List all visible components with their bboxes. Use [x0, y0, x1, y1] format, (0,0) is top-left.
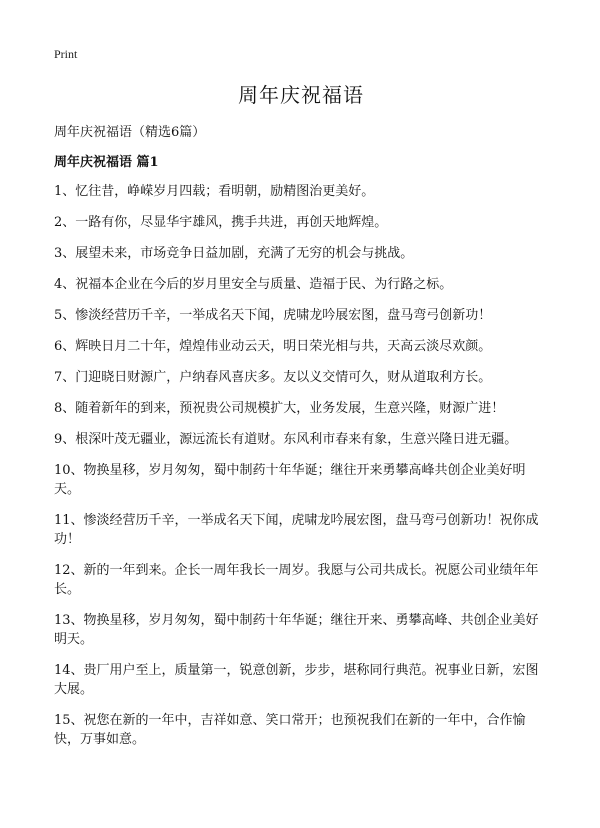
section-heading: 周年庆祝福语 篇1 [54, 155, 159, 170]
list-item: 4、祝福本企业在今后的岁月里安全与质量、造福于民、为行路之标。 [54, 277, 453, 292]
document-subtitle: 周年庆祝福语（精选6篇） [54, 125, 206, 140]
list-item: 5、惨淡经营历千辛，一举成名天下闻，虎啸龙吟展宏图，盘马弯弓创新功！ [54, 308, 492, 323]
list-item: 10、物换星移，岁月匆匆，蜀中制药十年华诞；继往开来勇攀高峰共创企业美好明天。 [54, 463, 526, 497]
list-item: 3、展望未来，市场竞争日益加剧，充满了无穷的机会与挑战。 [54, 246, 414, 261]
list-item: 13、物换星移，岁月匆匆，蜀中制药十年华诞；继往开来、勇攀高峰、共创企业美好明天。 [54, 613, 539, 647]
list-item: 9、根深叶茂无疆业，源远流长有道财。东风利市春来有象，生意兴隆日进无疆。 [54, 432, 518, 447]
list-item: 1、忆往昔，峥嵘岁月四载；看明朝，励精图治更美好。 [54, 184, 375, 199]
list-item: 11、惨淡经营历千辛，一举成名天下闻，虎啸龙吟展宏图，盘马弯弓创新功！祝你成功！ [54, 513, 539, 547]
list-item: 15、祝您在新的一年中，吉祥如意、笑口常开；也预祝我们在新的一年中，合作愉快，万事如意。 [54, 713, 526, 747]
list-item: 8、随着新年的到来，预祝贵公司规模扩大，业务发展，生意兴隆，财源广进！ [54, 401, 505, 416]
print-link[interactable]: Print [54, 47, 78, 61]
blessing-list [54, 182, 548, 749]
list-item: 2、一路有你，尽显华宇雄风，携手共进，再创天地辉煌。 [54, 215, 388, 230]
list-item: 12、新的一年到来。企长一周年我长一周岁。我愿与公司共成长。祝愿公司业绩年年长。 [54, 563, 539, 597]
list-item: 14、贵厂用户至上，质量第一，锐意创新，步步，堪称同行典范。祝事业日新，宏图大展。 [54, 663, 539, 697]
list-item: 6、辉映日月二十年，煌煌伟业动云天，明日荣光相与共，天高云淡尽欢颜。 [54, 339, 492, 354]
list-item: 7、门迎晓日财源广，户纳春风喜庆多。友以义交情可久，财从道取利方长。 [54, 370, 492, 385]
document-title: 周年庆祝福语 [238, 83, 364, 107]
